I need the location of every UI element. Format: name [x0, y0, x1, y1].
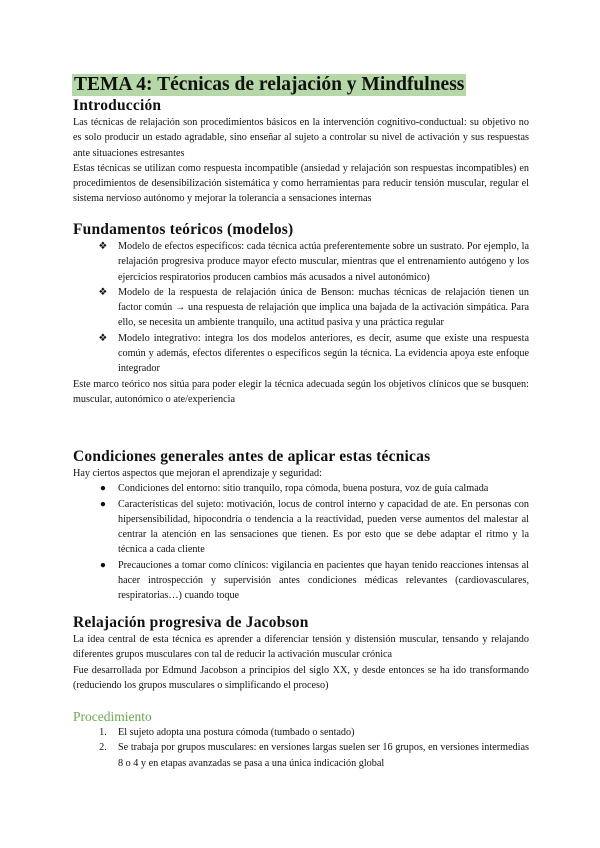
bullet-icon: ● [99, 483, 107, 495]
section-heading: Introducción [73, 97, 162, 114]
conditions-list [73, 481, 529, 603]
bullet-icon: ● [99, 559, 107, 571]
section-heading: Condiciones generales antes de aplicar estas técnicas [73, 448, 431, 465]
paragraph: La idea central de esta técnica es aprender a diferenciar tensión y distensión muscular, tensando y relajando diferentes grupos musculares con tal de reducir la activación muscular crónica [73, 634, 529, 661]
list-item: ● Características del sujeto: motivación, locus de control interno y capacidad de ate. En personas con hipersensibilidad, hipocondría o tendencia a la reactividad, pueden verse aumentos del malestar al centrar la atención en las sensaciones que tienen. Es por esto que se debe adaptar el ritmo y la técnica a cada cliente [73, 497, 529, 558]
list-item: ❖ Modelo integrativo: integra los dos modelos anteriores, es decir, asume que existe una respuesta común y además, efectos diferentes o específicos según la técnica. La evidencia apoya este enfoque integrador [73, 331, 529, 377]
list-item: 1. El sujeto adopta una postura cómoda (tumbado o sentado) [73, 725, 529, 740]
document-title: TEMA 4: Técnicas de relajación y Mindfulness [74, 74, 465, 95]
diamond-bullet-icon: ❖ [98, 286, 108, 298]
list-item: ● Condiciones del entorno: sitio tranquilo, ropa cómoda, buena postura, voz de guía calmada [73, 481, 529, 496]
list-item: ● Precauciones a tomar como clínicos: vigilancia en pacientes que hayan tenido reacciones intensas al hacer introspección y supervisión antes condiciones médicas relevantes (cardiovasculares, respiratorias…) cuando toque [73, 558, 529, 604]
section-introduccion [73, 96, 529, 207]
section-heading: Relajación progresiva de Jacobson [73, 614, 309, 631]
list-item: ❖ Modelo de la respuesta de relajación única de Benson: muchas técnicas de relajación tienen un factor común → una respuesta de relajación que implica una bajada de la activación simpática. Para ello, se necesita un ambiente tranquilo, una actitud pasiva y una práctica regular [73, 285, 529, 331]
paragraph: Estas técnicas se utilizan como respuesta incompatible (ansiedad y relajación son respuestas incompatibles) en procedimientos de desensibilización sistemática y como herramientas para reducir tensión muscular, regular el sistema nervioso autónomo y mejorar la tolerancia a sensaciones internas [73, 162, 529, 205]
paragraph: Este marco teórico nos sitúa para poder elegir la técnica adecuada según los objetivos clínicos que se busquen: muscular, autonómico o ate/experiencia [73, 378, 529, 405]
step-number: 2. [99, 742, 107, 754]
section-condiciones [73, 447, 529, 604]
section-jacobson [73, 613, 529, 771]
diamond-bullet-icon: ❖ [98, 332, 108, 344]
diamond-bullet-icon: ❖ [98, 241, 108, 252]
section-fundamentos [73, 220, 529, 407]
bullet-icon: ● [99, 498, 107, 510]
subsection-heading-procedimiento: Procedimiento [73, 709, 152, 725]
step-number: 1. [99, 727, 107, 739]
paragraph: Fue desarrollada por Edmund Jacobson a principios del siglo XX, y desde entonces se ha ido transformando (reduciendo los grupos musculares o simplificando el proceso) [73, 664, 529, 691]
section-heading: Fundamentos teóricos (modelos) [73, 221, 294, 238]
list-item: ❖ Modelo de efectos específicos: cada técnica actúa preferentemente sobre un sustrato. Por ejemplo, la relajación progresiva produce mayor efecto muscular, mientras que el entrenamiento autógeno y los ejercicios respiratorios producen cambios más acusados a nivel autonómico) [73, 239, 529, 285]
paragraph: Hay ciertos aspectos que mejoran el aprendizaje y seguridad: [73, 468, 322, 479]
paragraph: Las técnicas de relajación son procedimientos básicos en la intervención cognitivo-conductual: su objetivo no es solo producir un estado agradable, sino enseñar al sujeto a controlar su nivel de activación y sus respuestas ante situaciones estresantes [73, 117, 529, 159]
procedure-steps [73, 725, 529, 771]
models-list [73, 239, 529, 377]
list-item: 2. Se trabaja por grupos musculares: en versiones largas suelen ser 16 grupos, en versiones intermedias 8 o 4 y en etapas avanzadas se pasa a una única indicación global [73, 740, 529, 771]
